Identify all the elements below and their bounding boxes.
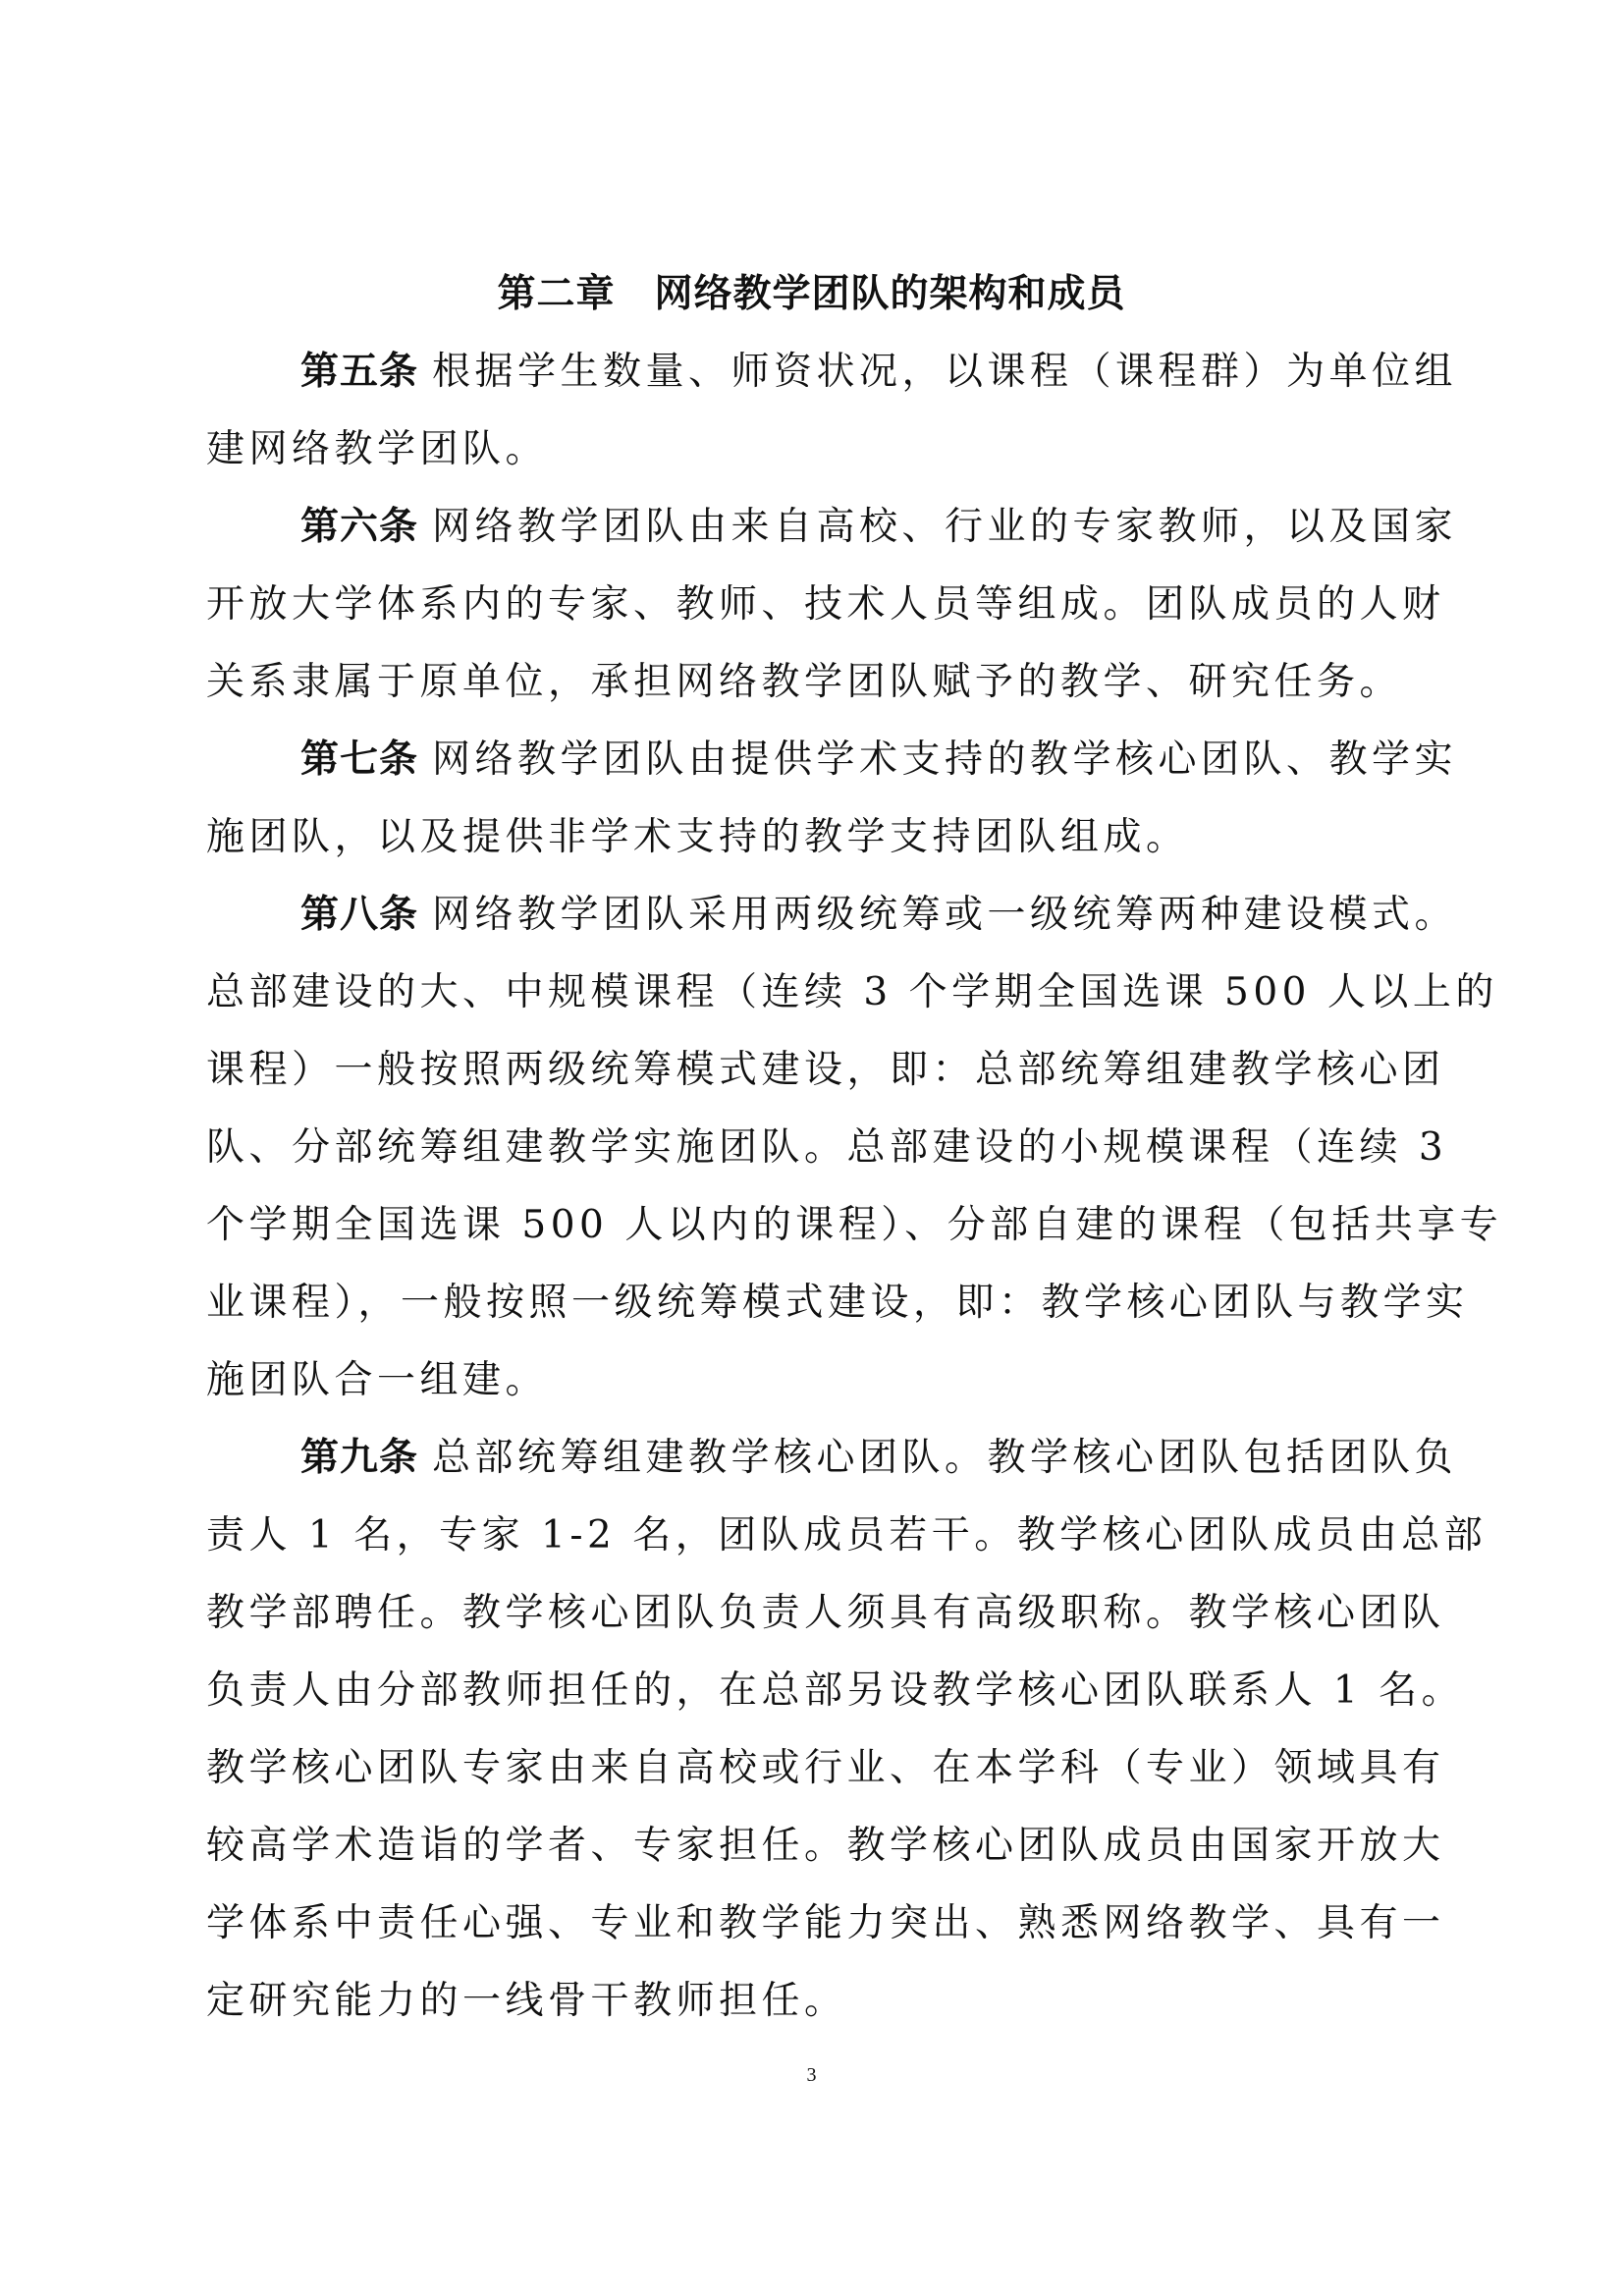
text-line: [206, 1341, 1414, 1419]
text-line: [206, 1807, 1445, 1885]
article-text: 定研究能力的一线骨干教师担任。: [206, 1979, 847, 2023]
article-text: 总部建设的大、中规模课程（连续 3 个学期全国选课 500 人以上的: [206, 970, 1498, 1014]
text-line: [206, 333, 1458, 410]
text-line: [206, 566, 1445, 643]
text-line: [206, 1186, 1503, 1264]
article-text: 施团队合一组建。: [206, 1358, 549, 1402]
article-text: 教学部聘任。教学核心团队负责人须具有高级职称。教学核心团队: [206, 1591, 1445, 1635]
article-text: 关系隶属于原单位，承担网络教学团队赋予的教学、研究任务。: [206, 660, 1403, 704]
article-text: 学体系中责任心强、专业和教学能力突出、熟悉网络教学、具有一: [206, 1901, 1445, 1945]
article-text: 责人 1 名，专家 1-2 名，团队成员若干。教学核心团队成员由总部: [206, 1513, 1488, 1558]
article-text: 网络教学团队由提供学术支持的教学核心团队、教学实: [432, 738, 1458, 782]
article-text: 根据学生数量、师资状况，以课程（课程群）为单位组: [432, 350, 1458, 394]
text-line: [206, 1497, 1488, 1574]
article-text: 总部统筹组建教学核心团队。教学核心团队包括团队负: [432, 1436, 1458, 1480]
text-line: [206, 1729, 1445, 1807]
article-label: 第七条: [300, 738, 419, 782]
article-label: 第六条: [300, 505, 419, 549]
article-paragraph: [206, 1419, 1488, 2040]
text-line: [206, 1962, 1414, 2040]
article-text: 开放大学体系内的专家、教师、技术人员等组成。团队成员的人财: [206, 582, 1445, 627]
article-text: 施团队，以及提供非学术支持的教学支持团队组成。: [206, 815, 1189, 859]
article-text: 个学期全国选课 500 人以内的课程）、分部自建的课程（包括共享专: [206, 1203, 1503, 1247]
article-paragraph: [206, 721, 1458, 876]
text-line: [206, 721, 1458, 798]
text-line: [206, 643, 1414, 721]
article-label: 第八条: [300, 893, 419, 937]
article-paragraph: [206, 876, 1503, 1419]
text-line: [206, 488, 1458, 566]
text-line: [206, 1885, 1445, 1962]
text-line: [206, 1574, 1445, 1652]
article-text: 网络教学团队由来自高校、行业的专家教师，以及国家: [432, 505, 1458, 549]
text-line: [206, 1419, 1458, 1497]
article-text: 课程）一般按照两级统筹模式建设，即：总部统筹组建教学核心团: [206, 1048, 1445, 1092]
text-line: [206, 410, 1414, 488]
text-line: [206, 1031, 1445, 1109]
text-line: [206, 954, 1498, 1031]
article-paragraph: [206, 333, 1458, 488]
article-label: 第九条: [300, 1436, 419, 1480]
article-text: 业课程），一般按照一级统筹模式建设，即：教学核心团队与教学实: [206, 1281, 1469, 1325]
article-text: 建网络教学团队。: [206, 427, 549, 471]
article-label: 第五条: [300, 350, 419, 394]
text-line: [206, 876, 1458, 954]
text-line: [206, 1652, 1465, 1729]
text-line: [206, 1264, 1469, 1341]
document-body: [206, 333, 1503, 2040]
text-line: [206, 798, 1414, 876]
page-number: 3: [806, 2064, 817, 2086]
article-text: 较高学术造诣的学者、专家担任。教学核心团队成员由国家开放大: [206, 1824, 1445, 1868]
article-text: 队、分部统筹组建教学实施团队。总部建设的小规模课程（连续 3: [206, 1125, 1448, 1170]
text-line: [206, 1109, 1448, 1186]
article-text: 网络教学团队采用两级统筹或一级统筹两种建设模式。: [432, 893, 1458, 937]
article-paragraph: [206, 488, 1458, 721]
article-text: 负责人由分部教师担任的，在总部另设教学核心团队联系人 1 名。: [206, 1668, 1465, 1713]
article-text: 教学核心团队专家由来自高校或行业、在本学科（专业）领域具有: [206, 1746, 1445, 1790]
chapter-title: 第二章 网络教学团队的架构和成员: [497, 272, 1126, 316]
